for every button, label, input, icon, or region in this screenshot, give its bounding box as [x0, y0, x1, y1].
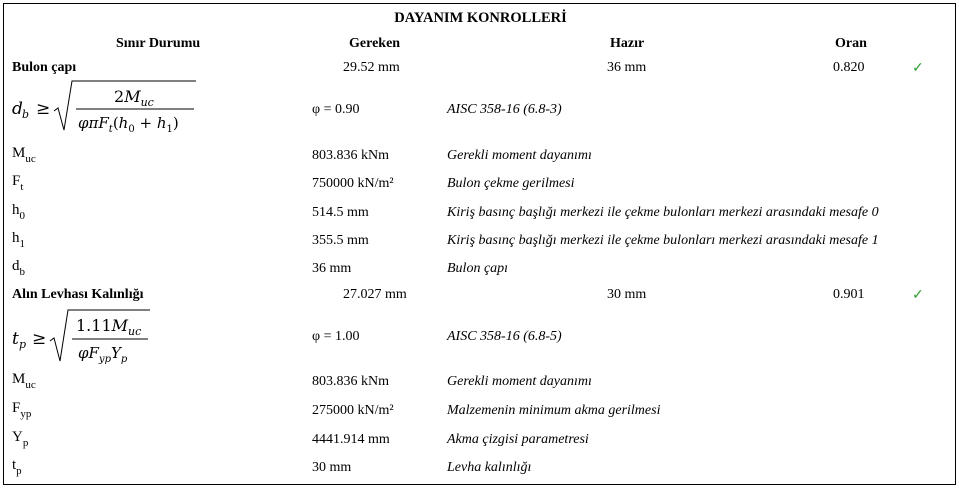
header-required: Gereken: [349, 36, 401, 51]
plate-reference: AISC 358-16 (6.8-5): [447, 329, 562, 344]
variable-description: Malzemenin minimum akma gerilmesi: [447, 403, 661, 418]
variable-value: 30 mm: [312, 460, 352, 475]
bolt-phi: φ = 0.90: [312, 102, 360, 117]
svg-text:≥: ≥: [36, 99, 51, 119]
end-plate-thickness-label: Alın Levhası Kalınlığı: [12, 287, 144, 302]
plate-phi: φ = 1.00: [312, 329, 360, 344]
header-ratio: Oran: [835, 36, 867, 51]
variable-value: 36 mm: [312, 261, 352, 276]
panel-title: DAYANIM KONROLLERİ: [394, 10, 567, 26]
bolt-available-value: 36 mm: [607, 60, 647, 75]
variable-symbol-fyp: $F_{yp}$: [12, 400, 32, 420]
variable-symbol-h0: $h_0$: [12, 202, 25, 222]
svg-text:1.11Muc: $1.11M_{uc}$: [76, 316, 142, 338]
variable-description: Gerekli moment dayanımı: [447, 374, 592, 389]
bolt-ratio-value: 0.820: [833, 60, 865, 75]
variable-description: Gerekli moment dayanımı: [447, 148, 592, 163]
variable-description: Akma çizgisi parametresi: [447, 432, 589, 447]
variable-value: 355.5 mm: [312, 233, 369, 248]
bolt-reference: AISC 358-16 (6.8-3): [447, 102, 562, 117]
plate-required-value: 27.027 mm: [343, 287, 407, 302]
variable-value: 803.836 kNm: [312, 148, 389, 163]
variable-value: 514.5 mm: [312, 205, 369, 220]
svg-text:2Muc: $2M_{uc}$: [114, 87, 154, 109]
variable-symbol-tp: $t_p$: [12, 457, 22, 477]
plate-checkmark-icon: ✓: [912, 288, 924, 303]
variable-description: Levha kalınlığı: [447, 460, 532, 475]
plate-ratio-value: 0.901: [833, 287, 865, 302]
variable-description: Bulon çapı: [447, 261, 509, 276]
variable-symbol-h1: $h_1$: [12, 230, 25, 250]
bolt-required-value: 29.52 mm: [343, 60, 400, 75]
bolt-diameter-formula: [8, 78, 203, 136]
svg-text:t: t: [12, 329, 19, 349]
variable-description: Bulon çekme gerilmesi: [447, 176, 575, 191]
svg-text:p: p: [19, 338, 27, 351]
variable-value: 275000 kN/m²: [312, 403, 394, 418]
variable-value: 4441.914 mm: [312, 432, 390, 447]
svg-text:d: d: [12, 99, 23, 119]
svg-text:b: b: [22, 108, 30, 121]
variable-description: Kiriş basınç başlığı merkezi ile çekme bulonları merkezi arasındaki mesafe 1: [447, 233, 879, 248]
header-limit-state: Sınır Durumu: [116, 36, 201, 51]
variable-value: 750000 kN/m²: [312, 176, 394, 191]
variable-symbol-ft: $F_t$: [12, 173, 24, 193]
variable-symbol-yp: $Y_p$: [12, 429, 29, 449]
svg-text:φFypYp: $\varphi F_{yp}Y_p$: [78, 344, 128, 365]
variable-symbol-db: $d_b$: [12, 258, 25, 278]
header-available: Hazır: [610, 36, 645, 51]
plate-available-value: 30 mm: [607, 287, 647, 302]
bolt-checkmark-icon: ✓: [912, 61, 924, 76]
svg-text:φπFt(h0 + h1): $\varphi\pi F_t(h_0 + h_1)$: [78, 114, 179, 135]
variable-symbol-muc: $M_{uc}$: [12, 371, 36, 391]
variable-symbol-muc: $M_{uc}$: [12, 145, 36, 165]
strength-checks-panel: [3, 3, 956, 485]
svg-text:≥: ≥: [32, 329, 47, 349]
variable-value: 803.836 kNm: [312, 374, 389, 389]
bolt-diameter-label: Bulon çapı: [12, 60, 77, 75]
variable-description: Kiriş basınç başlığı merkezi ile çekme bulonları merkezi arasındaki mesafe 0: [447, 205, 879, 220]
plate-thickness-formula: [8, 306, 158, 366]
